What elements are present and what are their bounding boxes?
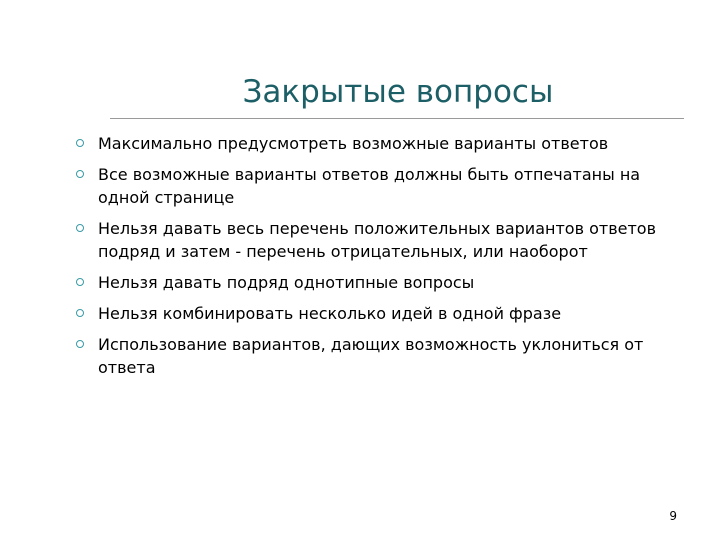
page-number: 9 — [669, 509, 677, 523]
hollow-circle-bullet-icon — [76, 309, 84, 317]
bullet-text: Максимально предусмотреть возможные варианты ответов — [98, 134, 609, 153]
hollow-circle-bullet-icon — [76, 224, 84, 232]
bullet-item — [74, 333, 694, 379]
hollow-circle-bullet-icon — [76, 139, 84, 147]
bullet-item — [74, 302, 694, 325]
bullet-text: Нельзя комбинировать несколько идей в одной фразе — [98, 304, 562, 323]
hollow-circle-bullet-icon — [76, 170, 84, 178]
bullet-text: Использование вариантов, дающих возможность уклониться от ответа — [98, 335, 644, 377]
bullet-text: Все возможные варианты ответов должны быть отпечатаны на одной странице — [98, 165, 641, 207]
bullet-text: Нельзя давать подряд однотипные вопросы — [98, 273, 475, 292]
hollow-circle-bullet-icon — [76, 278, 84, 286]
bullet-item — [74, 271, 694, 294]
hollow-circle-bullet-icon — [76, 340, 84, 348]
bullet-item — [74, 132, 694, 155]
title-divider — [110, 118, 684, 119]
bullet-item — [74, 217, 694, 263]
bullet-item — [74, 163, 694, 209]
slide-title: Закрытые вопросы — [242, 74, 554, 110]
bullet-text: Нельзя давать весь перечень положительных вариантов ответов подряд и затем - перечень отрицательных, или наоборот — [98, 219, 656, 261]
bullet-list — [74, 132, 694, 387]
